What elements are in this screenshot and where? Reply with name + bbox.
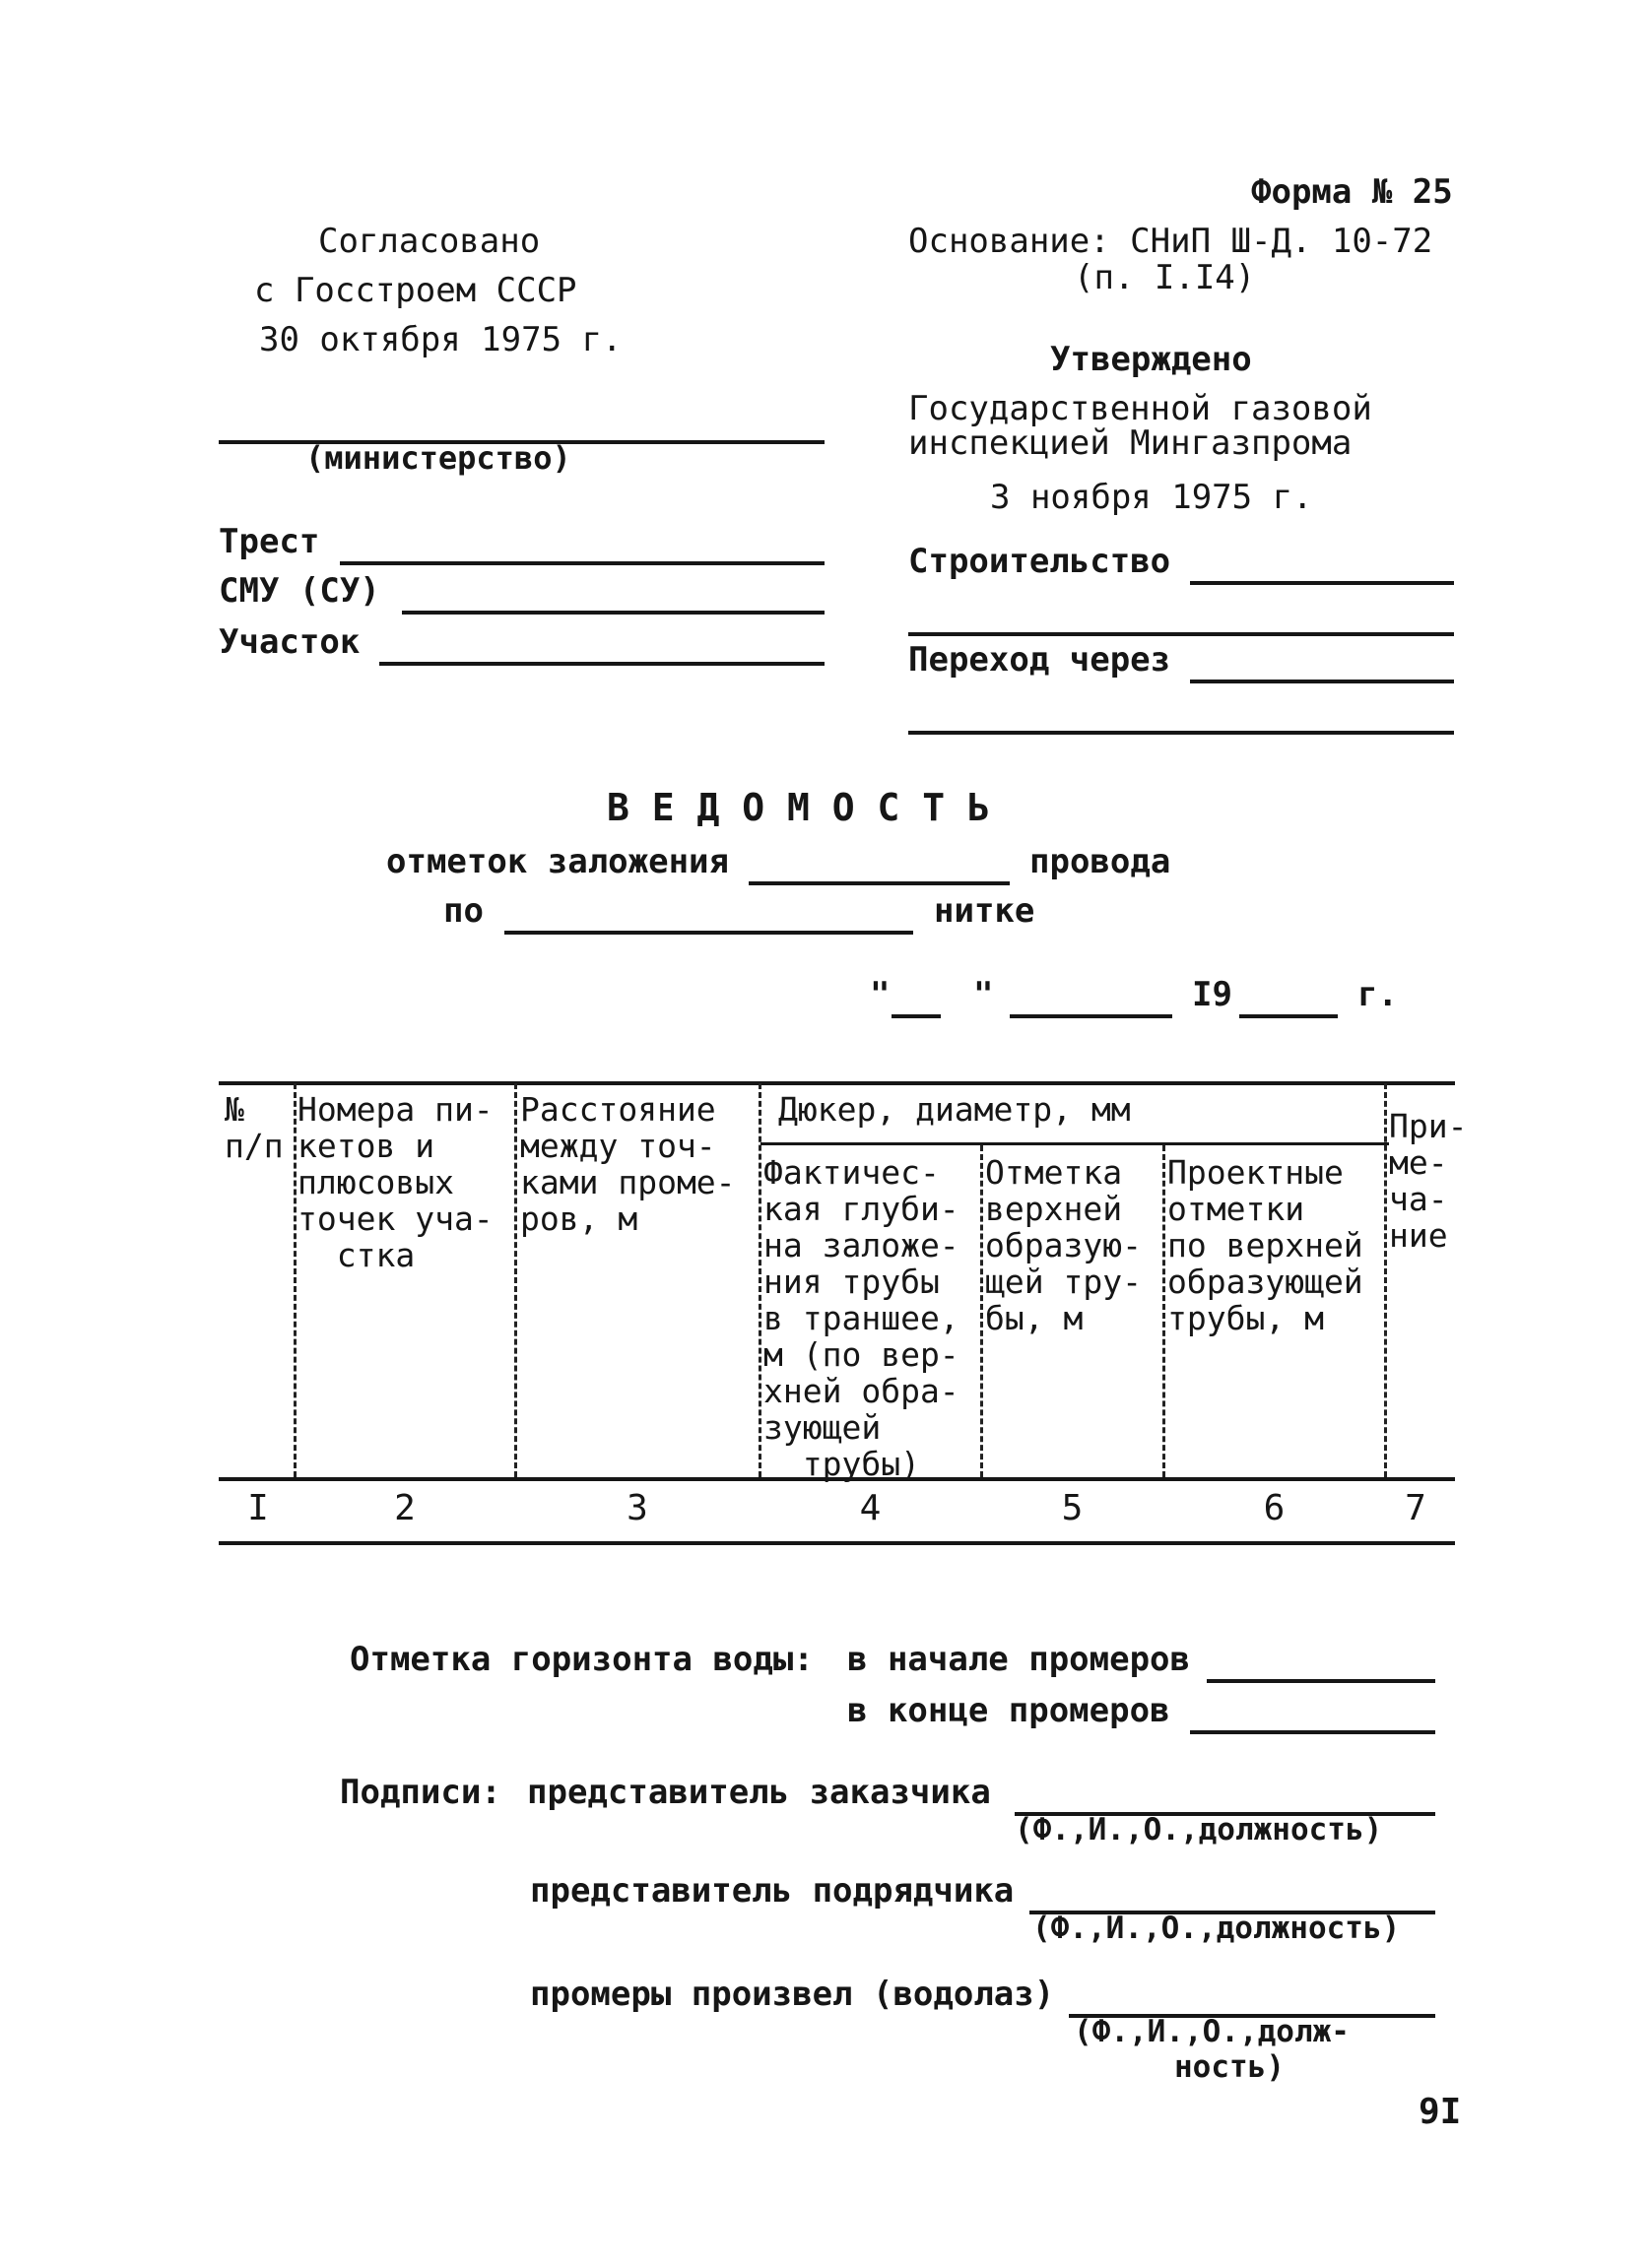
header-group-duker: Дюкер, диаметр, мм — [778, 1090, 1131, 1129]
contractor-caption: (Ф.,И.,О.,должность) — [1032, 1911, 1401, 1946]
date-month-field[interactable] — [1010, 1014, 1172, 1018]
approved-by-line1: Государственной газовой — [908, 389, 1372, 428]
agreed-title: Согласовано — [318, 222, 541, 261]
customer-caption: (Ф.,И.,О.,должность) — [1015, 1812, 1383, 1847]
crossing-label: Переход через — [908, 640, 1171, 680]
date-year-field[interactable] — [1239, 1014, 1338, 1018]
water-level-start-label: в начале промеров — [847, 1640, 1190, 1679]
table-bottom-border — [219, 1541, 1455, 1545]
table-top-border — [219, 1081, 1455, 1085]
approved-date: 3 ноября 1975 г. — [990, 478, 1313, 517]
header-col-top-mark: Отметка верхней образую- щей тру- бы, м — [985, 1153, 1142, 1337]
header-col-index: № п/п — [225, 1090, 284, 1165]
water-level-label: Отметка горизонта воды: — [350, 1640, 814, 1679]
contractor-rep-label: представитель подрядчика — [530, 1871, 1015, 1911]
column-divider — [514, 1083, 517, 1477]
agreed-date: 30 октября 1975 г. — [259, 320, 623, 359]
column-number: 3 — [627, 1488, 648, 1528]
column-divider — [1384, 1083, 1387, 1477]
thread-field[interactable] — [504, 931, 913, 935]
construction-field[interactable] — [1190, 581, 1454, 585]
column-divider — [294, 1083, 297, 1477]
group-header-divider — [760, 1142, 1389, 1145]
section-field[interactable] — [379, 662, 825, 666]
construction-label: Строительство — [908, 542, 1171, 581]
approved-title: Утверждено — [1050, 340, 1252, 379]
column-number: 2 — [394, 1488, 416, 1528]
title-line2-end: нитке — [934, 891, 1035, 931]
document-title: В Е Д О М О С Т Ь — [607, 786, 990, 829]
diver-caption-line1: (Ф.,И.,О.,долж- — [1074, 2014, 1350, 2049]
approved-by-line2: инспекцией Мингазпрома — [908, 423, 1353, 463]
column-number: 5 — [1061, 1488, 1084, 1528]
water-level-start-field[interactable] — [1207, 1679, 1435, 1683]
date-quote-open: " — [870, 975, 891, 1014]
water-level-end-field[interactable] — [1190, 1730, 1435, 1734]
title-line1-start: отметок заложения — [386, 842, 729, 881]
signatures-label: Подписи: — [340, 1773, 501, 1812]
form-number: Форма № 25 — [1251, 172, 1453, 212]
agreed-with: с Госстроем СССР — [254, 271, 577, 310]
basis-line1: Основание: СНиП Ш-Д. 10-72 — [908, 222, 1433, 261]
construction-field-line2[interactable] — [908, 632, 1454, 636]
column-number: 7 — [1405, 1488, 1426, 1528]
header-col-notes: При- ме- ча- ние — [1389, 1107, 1468, 1255]
trust-field[interactable] — [340, 561, 825, 565]
date-year: I9 — [1192, 975, 1232, 1014]
header-col-pickets: Номера пи- кетов и плюсовых точек уча- стка — [297, 1090, 494, 1274]
customer-rep-label: представитель заказчика — [527, 1773, 991, 1812]
column-divider — [1162, 1145, 1165, 1477]
ministry-caption: (министерство) — [305, 439, 571, 477]
title-line2-start: по — [443, 891, 484, 931]
column-number: I — [247, 1488, 269, 1528]
diver-caption-line2: ность) — [1174, 2049, 1285, 2085]
page-number: 9I — [1419, 2092, 1462, 2132]
trust-label: Трест — [219, 522, 320, 561]
title-line1-end: провода — [1029, 842, 1171, 881]
header-col-distance: Расстояние между точ- ками проме- ров, м — [520, 1090, 736, 1238]
column-number: 6 — [1263, 1488, 1286, 1528]
section-label: Участок — [219, 622, 361, 662]
basis-line2: (п. I.I4) — [1074, 258, 1256, 297]
column-divider — [980, 1145, 983, 1477]
crossing-field[interactable] — [1190, 680, 1454, 683]
column-divider — [759, 1083, 761, 1477]
smu-field[interactable] — [402, 611, 825, 615]
smu-label: СМУ (СУ) — [219, 571, 380, 611]
date-suffix: г. — [1357, 975, 1398, 1014]
column-number: 4 — [859, 1488, 882, 1528]
date-day-field[interactable] — [892, 1014, 941, 1018]
header-col-design-marks: Проектные отметки по верхней образующей трубы, м — [1167, 1153, 1363, 1337]
header-col-actual-depth: Фактичес- кая глуби- на заложе- ния трубы в траншее, м (по вер- хней обра- зующей трубы) — [763, 1153, 959, 1483]
diver-label: промеры произвел (водолаз) — [530, 1975, 1055, 2014]
crossing-field-line2[interactable] — [908, 731, 1454, 735]
date-quote-close: " — [973, 975, 994, 1014]
water-level-end-label: в конце промеров — [847, 1691, 1170, 1730]
pipe-type-field[interactable] — [749, 881, 1010, 885]
